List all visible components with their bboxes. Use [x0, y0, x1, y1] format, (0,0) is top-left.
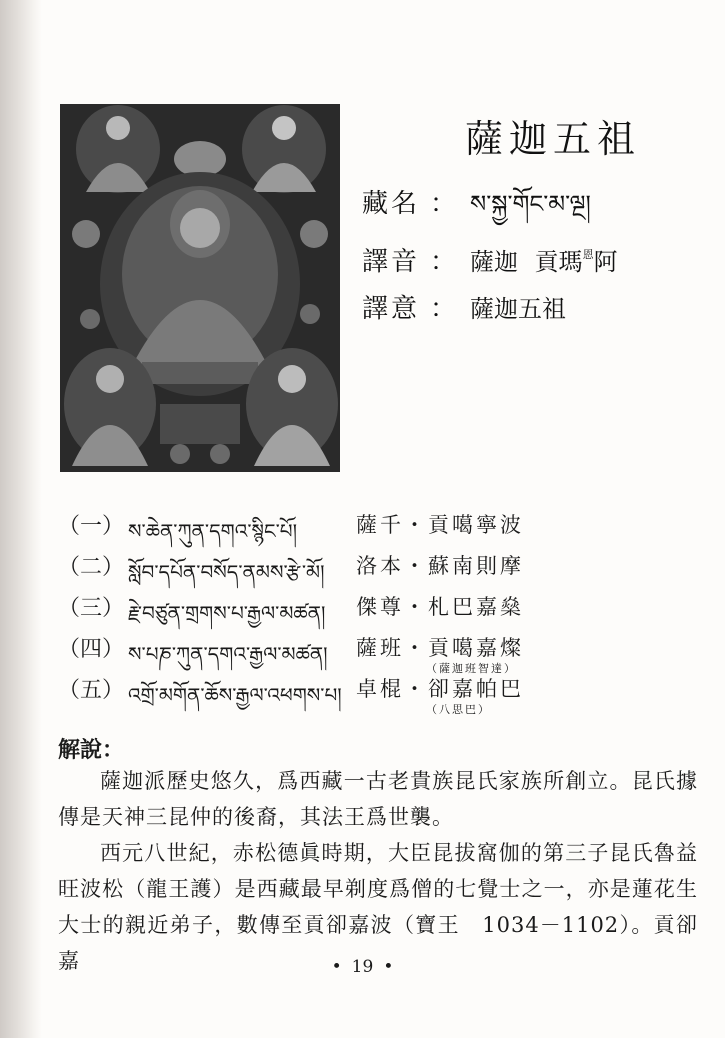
- tibetan-name-label: 藏名: [362, 189, 421, 219]
- pronunciation-value-1: 薩迦: [470, 248, 519, 276]
- body-text: [58, 763, 698, 979]
- tibetan-name-value: ས་སྐྱ་གོང་མ་ལྔ།: [470, 190, 591, 218]
- page-dot-right: •: [383, 957, 394, 977]
- lineage-tibetan: འགྲོ་མགོན་ཆོས་རྒྱལ་འཕགས་པ།: [128, 683, 342, 707]
- thangka-painting: [60, 104, 340, 472]
- lineage-number: （四）: [58, 637, 125, 662]
- page-number: [0, 957, 725, 977]
- paragraph: 薩迦派歷史悠久，爲西藏一古老貴族昆氏家族所創立。昆氏據傳是天神三昆仲的後裔，其法王爲世襲。: [58, 769, 698, 829]
- paragraph: 西元八世紀，赤松德眞時期，大臣昆拔窩伽的第三子昆氏魯益旺波松（龍王護）是西藏最早剃度爲僧的七覺士之一，亦是蓮花生大士的親近弟子，數傳至貢卻嘉波（寶王 1034－1102）。貢卻嘉: [58, 841, 698, 973]
- colon: ：: [430, 294, 457, 324]
- pronunciation-superscript: 恩: [582, 248, 594, 261]
- lineage-note: （薩迦班智達）: [426, 662, 517, 675]
- lineage-row-4: [58, 630, 678, 675]
- lineage-number: （三）: [58, 596, 125, 621]
- tibetan-name-row: [362, 178, 591, 245]
- lineage-tibetan: རྗེ་བཙུན་གྲགས་པ་རྒྱལ་མཚན།: [128, 601, 326, 625]
- lineage-chinese: 傑尊・札巴嘉燊: [356, 595, 524, 619]
- lineage-row-3: [58, 589, 678, 630]
- pronunciation-label: 譯音: [362, 247, 421, 277]
- pronunciation-row: [362, 241, 618, 278]
- pronunciation-value-3: 阿: [593, 248, 618, 276]
- page-dot-left: •: [331, 957, 342, 977]
- page-number-value: 19: [351, 957, 374, 977]
- lineage-chinese: 洛本・蘇南則摩: [356, 554, 524, 578]
- page-title: 薩迦五祖: [465, 117, 642, 161]
- lineage-list: [58, 507, 678, 716]
- colon: ：: [430, 189, 457, 219]
- lineage-row-1: [58, 507, 678, 548]
- lineage-number: （一）: [58, 514, 125, 539]
- lineage-note: （八思巴）: [426, 703, 491, 716]
- lineage-row-2: [58, 548, 678, 589]
- lineage-tibetan: སློབ་དཔོན་བསོད་ནམས་རྩེ་མོ།: [128, 560, 325, 584]
- meaning-label: 譯意: [362, 294, 421, 324]
- meaning-row: [362, 288, 566, 325]
- lineage-number: （二）: [58, 555, 125, 580]
- pronunciation-value-2: 貢瑪: [534, 248, 583, 276]
- binding-shadow: [0, 0, 42, 1038]
- section-heading: 解說：: [58, 738, 125, 763]
- lineage-chinese: 卓棍・卻嘉帕巴: [356, 677, 524, 701]
- lineage-chinese: 薩班・貢噶嘉燦: [356, 636, 524, 660]
- lineage-row-5: [58, 671, 678, 716]
- lineage-chinese: 薩千・貢噶寧波: [356, 513, 524, 537]
- lineage-tibetan: ས་ཆེན་ཀུན་དགའ་སྙིང་པོ།: [128, 519, 298, 543]
- lineage-tibetan: ས་པཎ་ཀུན་དགའ་རྒྱལ་མཚན།: [128, 642, 328, 666]
- meaning-value: 薩迦五祖: [470, 295, 567, 323]
- colon: ：: [430, 247, 457, 277]
- lineage-number: （五）: [58, 678, 125, 703]
